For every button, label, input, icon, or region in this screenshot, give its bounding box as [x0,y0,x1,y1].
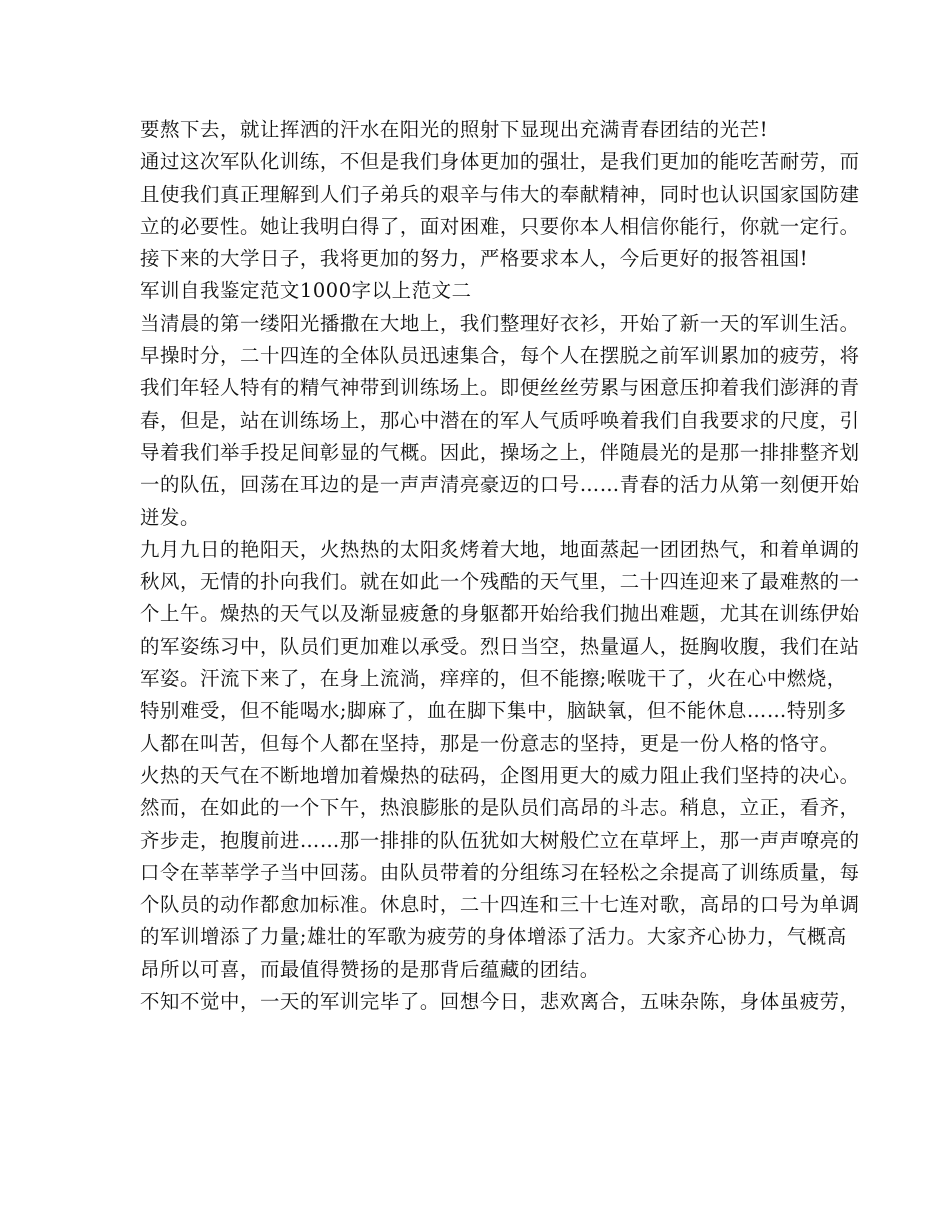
text-line: 个队员的动作都愈加标准。休息时，二十四连和三十七连对歌，高昂的口号为单调 [140,893,860,917]
text-line: 九月九日的艳阳天，火热热的太阳炙烤着大地，地面蒸起一团团热气，和着单调的 [140,537,860,561]
text-line: 的军姿练习中，队员们更加难以承受。烈日当空，热量逼人，挺胸收腹，我们在站 [140,634,860,658]
text-line: 火热的天气在不断地增加着燥热的砝码，企图用更大的威力阻止我们坚持的决心。 [140,763,860,787]
text-line: 齐步走，抱腹前进……那一排排的队伍犹如大树般伫立在草坪上，那一声声嘹亮的 [140,828,860,852]
text-line: 我们年轻人特有的精气神带到训练场上。即便丝丝劳累与困意压抑着我们澎湃的青 [140,376,860,400]
text-line: 人都在叫苦，但每个人都在坚持，那是一份意志的坚持，更是一份人格的恪守。 [140,731,840,755]
text-line: 个上午。燥热的天气以及渐显疲惫的身躯都开始给我们抛出难题，尤其在训练伊始 [140,602,860,626]
text-line: 导着我们举手投足间彰显的气概。因此，操场之上，伴随晨光的是那一排排整齐划 [140,440,860,464]
text-line: 特别难受，但不能喝水;脚麻了，血在脚下集中，脑缺氧，但不能休息……特别多 [140,699,847,723]
text-line: 且使我们真正理解到人们子弟兵的艰辛与伟大的奉献精神，同时也认识国家国防建 [140,182,860,206]
text-line: 立的必要性。她让我明白得了，面对困难，只要你本人相信你能行，你就一定行。 [140,214,860,238]
text-line: 要熬下去，就让挥洒的汗水在阳光的照射下显现出充满青春团结的光芒! [140,118,769,141]
text-line: 军姿。汗流下来了，在身上流淌，痒痒的，但不能擦;喉咙干了，火在心中燃烧， [140,667,847,691]
text-line: 昂所以可喜，而最值得赞扬的是那背后蕴藏的团结。 [140,957,600,981]
text-line: 通过这次军队化训练，不但是我们身体更加的强壮，是我们更加的能吃苦耐劳，而 [140,150,860,174]
text-line: 秋风，无情的扑向我们。就在如此一个残酷的天气里，二十四连迎来了最难熬的一 [140,570,860,594]
text-line: 接下来的大学日子，我将更加的努力，严格要求本人，今后更好的报答祖国! [140,247,809,271]
text-line: 的军训增添了力量;雄壮的军歌为疲劳的身体增添了活力。大家齐心协力，气概高 [140,925,847,949]
text-line: 口令在莘莘学子当中回荡。由队员带着的分组练习在轻松之余提高了训练质量，每 [140,860,860,884]
text-line: 然而，在如此的一个下午，热浪膨胀的是队员们高昂的斗志。稍息，立正，看齐， [140,796,860,820]
text-line: 春，但是，站在训练场上，那心中潜在的军人气质呼唤着我们自我要求的尺度，引 [140,408,860,432]
body-text [140,114,860,1018]
text-line: 一的队伍，回荡在耳边的是一声声清亮豪迈的口号……青春的活力从第一刻便开始 [140,473,860,497]
section-heading: 军训自我鉴定范文1000字以上范文二 [140,279,472,303]
text-line: 不知不觉中，一天的军训完毕了。回想今日，悲欢离合，五味杂陈，身体虽疲劳， [140,990,860,1014]
text-line: 迸发。 [140,505,200,529]
text-line: 早操时分，二十四连的全体队员迅速集合，每个人在摆脱之前军训累加的疲劳，将 [140,344,860,368]
text-line: 当清晨的第一缕阳光播撒在大地上，我们整理好衣衫，开始了新一天的军训生活。 [140,311,860,335]
